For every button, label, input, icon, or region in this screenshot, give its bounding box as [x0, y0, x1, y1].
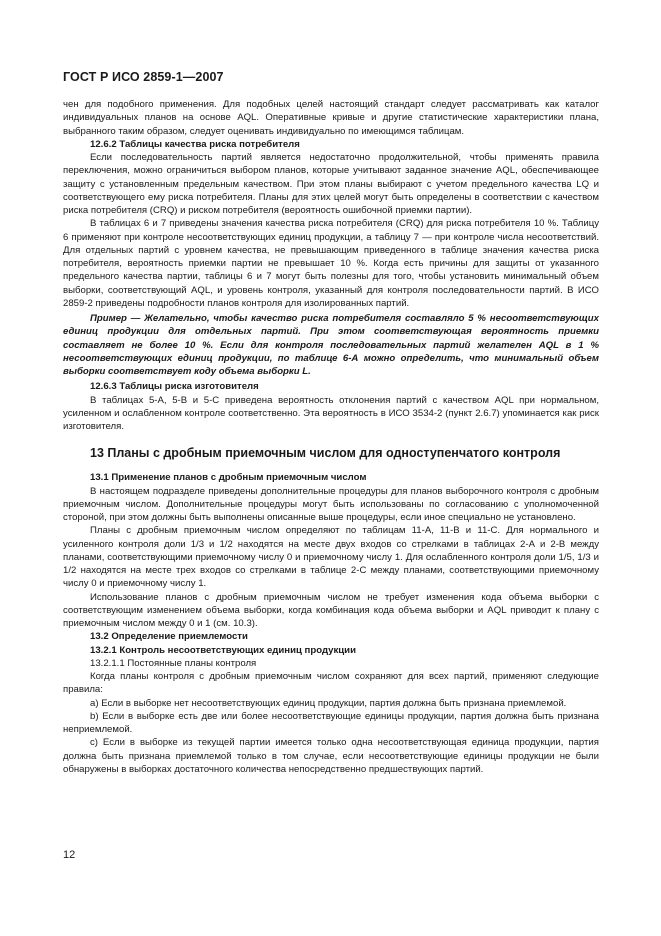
standard-header: ГОСТ Р ИСО 2859-1—2007	[63, 70, 224, 84]
example-note-lead: Пример —	[90, 313, 145, 324]
paragraph: Если последовательность партий является недостаточно продолжительной, чтобы применять правила переключения, можно ограничиться выбором планов, которые учитывают заданное значение AQL, обеспечивающее защиту с установленным предельным качеством. При этом планы выбирают с учетом предельного качества LQ и соответствующего ему риска потребителя. Планы для этих целей могут быть определены в соответствии с качеством риска потребителя (CRQ) и риском потребителя (вероятность ошибочной приемки партии).	[63, 152, 599, 216]
subsection-heading-12-6-3: 12.6.3 Таблицы риска изготовителя	[90, 381, 259, 393]
rule-item-c: c) Если в выборке из текущей партии имеется только одна несоответствующая единица продукции, партия должна быть признана приемлемой только в том случае, если несоответствующие единицы продукции не были обнаружены в выборках достаточного количества непосредственно предшествующих партий.	[63, 737, 599, 775]
paragraph: Планы с дробным приемочным числом определяют по таблицам 11-А, 11-В и 11-С. Для нормального и усиленного контроля доли 1/3 и 1/2 находятся на месте двух входов со стрелками в таблицах 2-А и 2-В между планами, соответствующими приемочному числу 0 и приемочному числу 1. Для ослабленного контроля доли 1/5, 1/3 и 1/2 находятся на месте трех входов со стрелками в таблице 2-С между планами, соответствующими приемочному числу 0 и приемочному числу 1.	[63, 525, 599, 590]
subsection-heading-13-1: 13.1 Применение планов с дробным приемочным числом	[90, 472, 367, 484]
paragraph: Когда планы контроля с дробным приемочным числом сохраняют для всех партий, применяют следующие правила:	[63, 671, 599, 696]
section-heading-13: 13 Планы с дробным приемочным числом для одноступенчатого контроля	[90, 446, 561, 461]
example-note-text: Желательно, чтобы качество риска потребителя составляло 5 % несоответствующих единиц продукции для отдельных партий. При этом соответствующая вероятность приемки составляет не более 10 %. Если для контроля последовательных партий желателен AQL в 1 % несоответствующих единиц продукции, по таблице 6-А можно определить, что минимальный объем выборки соответствует коду объема выборки L.	[63, 313, 599, 377]
page-number: 12	[63, 849, 76, 861]
paragraph: В таблицах 6 и 7 приведены значения качества риска потребителя (CRQ) для риска потребителя 10 %. Таблицу 6 применяют при контроле несоответствующих единиц продукции, а таблицу 7 — при контроле числа несоответствий. Для отдельных партий с уровнем качества, не превышающим приведенного в таблице значения качества риска потребителя, вероятность приемки партии не превышает 10 %. Когда есть причины для защиты от указанного предельного качества партии, таблицы 6 и 7 могут быть полезны для того, чтобы установить минимальный объем выборки, соответствующий AQL, и уровень контроля, указанный для контроля последовательности партий. В ИСО 2859-2 приведены подробности планов контроля для изолированных партий.	[63, 218, 599, 309]
page-body	[63, 98, 599, 776]
paragraph: В настоящем подразделе приведены дополнительные процедуры для планов выборочного контроля с дробным приемочным числом. Дополнительные процедуры могут быть использованы по согласованию с уполномоченной стороной, при этом должны быть выполнены описанные выше процедуры, если иное специально не установлено.	[63, 485, 599, 523]
rule-item-b: b) Если в выборке есть две или более несоответствующие единицы продукции, партия должна быть признана неприемлемой.	[63, 710, 599, 735]
subsection-heading-13-2: 13.2 Определение приемлемости	[90, 631, 248, 643]
paragraph: Использование планов с дробным приемочным числом не требует изменения кода объема выборки с соответствующим изменением объема выборки, когда комбинация кода объема выборки и AQL приводит к плану с приемочным числом между 0 и 1 (см. 10.3).	[63, 591, 599, 629]
subsection-heading-13-2-1: 13.2.1 Контроль несоответствующих единиц продукции	[90, 644, 356, 656]
clause-heading-13-2-1-1: 13.2.1.1 Постоянные планы контроля	[90, 657, 257, 669]
example-note	[63, 312, 599, 378]
paragraph-continuation: чен для подобного применения. Для подобных целей настоящий стандарт следует рассматривать как каталог индивидуальных планов на основе AQL. Оперативные кривые и другие статистические характеристики плана, выбранного таким образом, следует оценивать индивидуально по имеющимся таблицам.	[63, 99, 599, 137]
rule-item-a: a) Если в выборке нет несоответствующих единиц продукции, партия должна быть признана приемлемой.	[90, 697, 567, 709]
paragraph: В таблицах 5-А, 5-В и 5-С приведена вероятность отклонения партий с качеством AQL при нормальном, усиленном и ослабленном контроле соответственно. Эта вероятность в ИСО 3534-2 (пункт 2.6.7) упоминается как риск изготовителя.	[63, 394, 599, 432]
subsection-heading-12-6-2: 12.6.2 Таблицы качества риска потребителя	[90, 138, 300, 150]
